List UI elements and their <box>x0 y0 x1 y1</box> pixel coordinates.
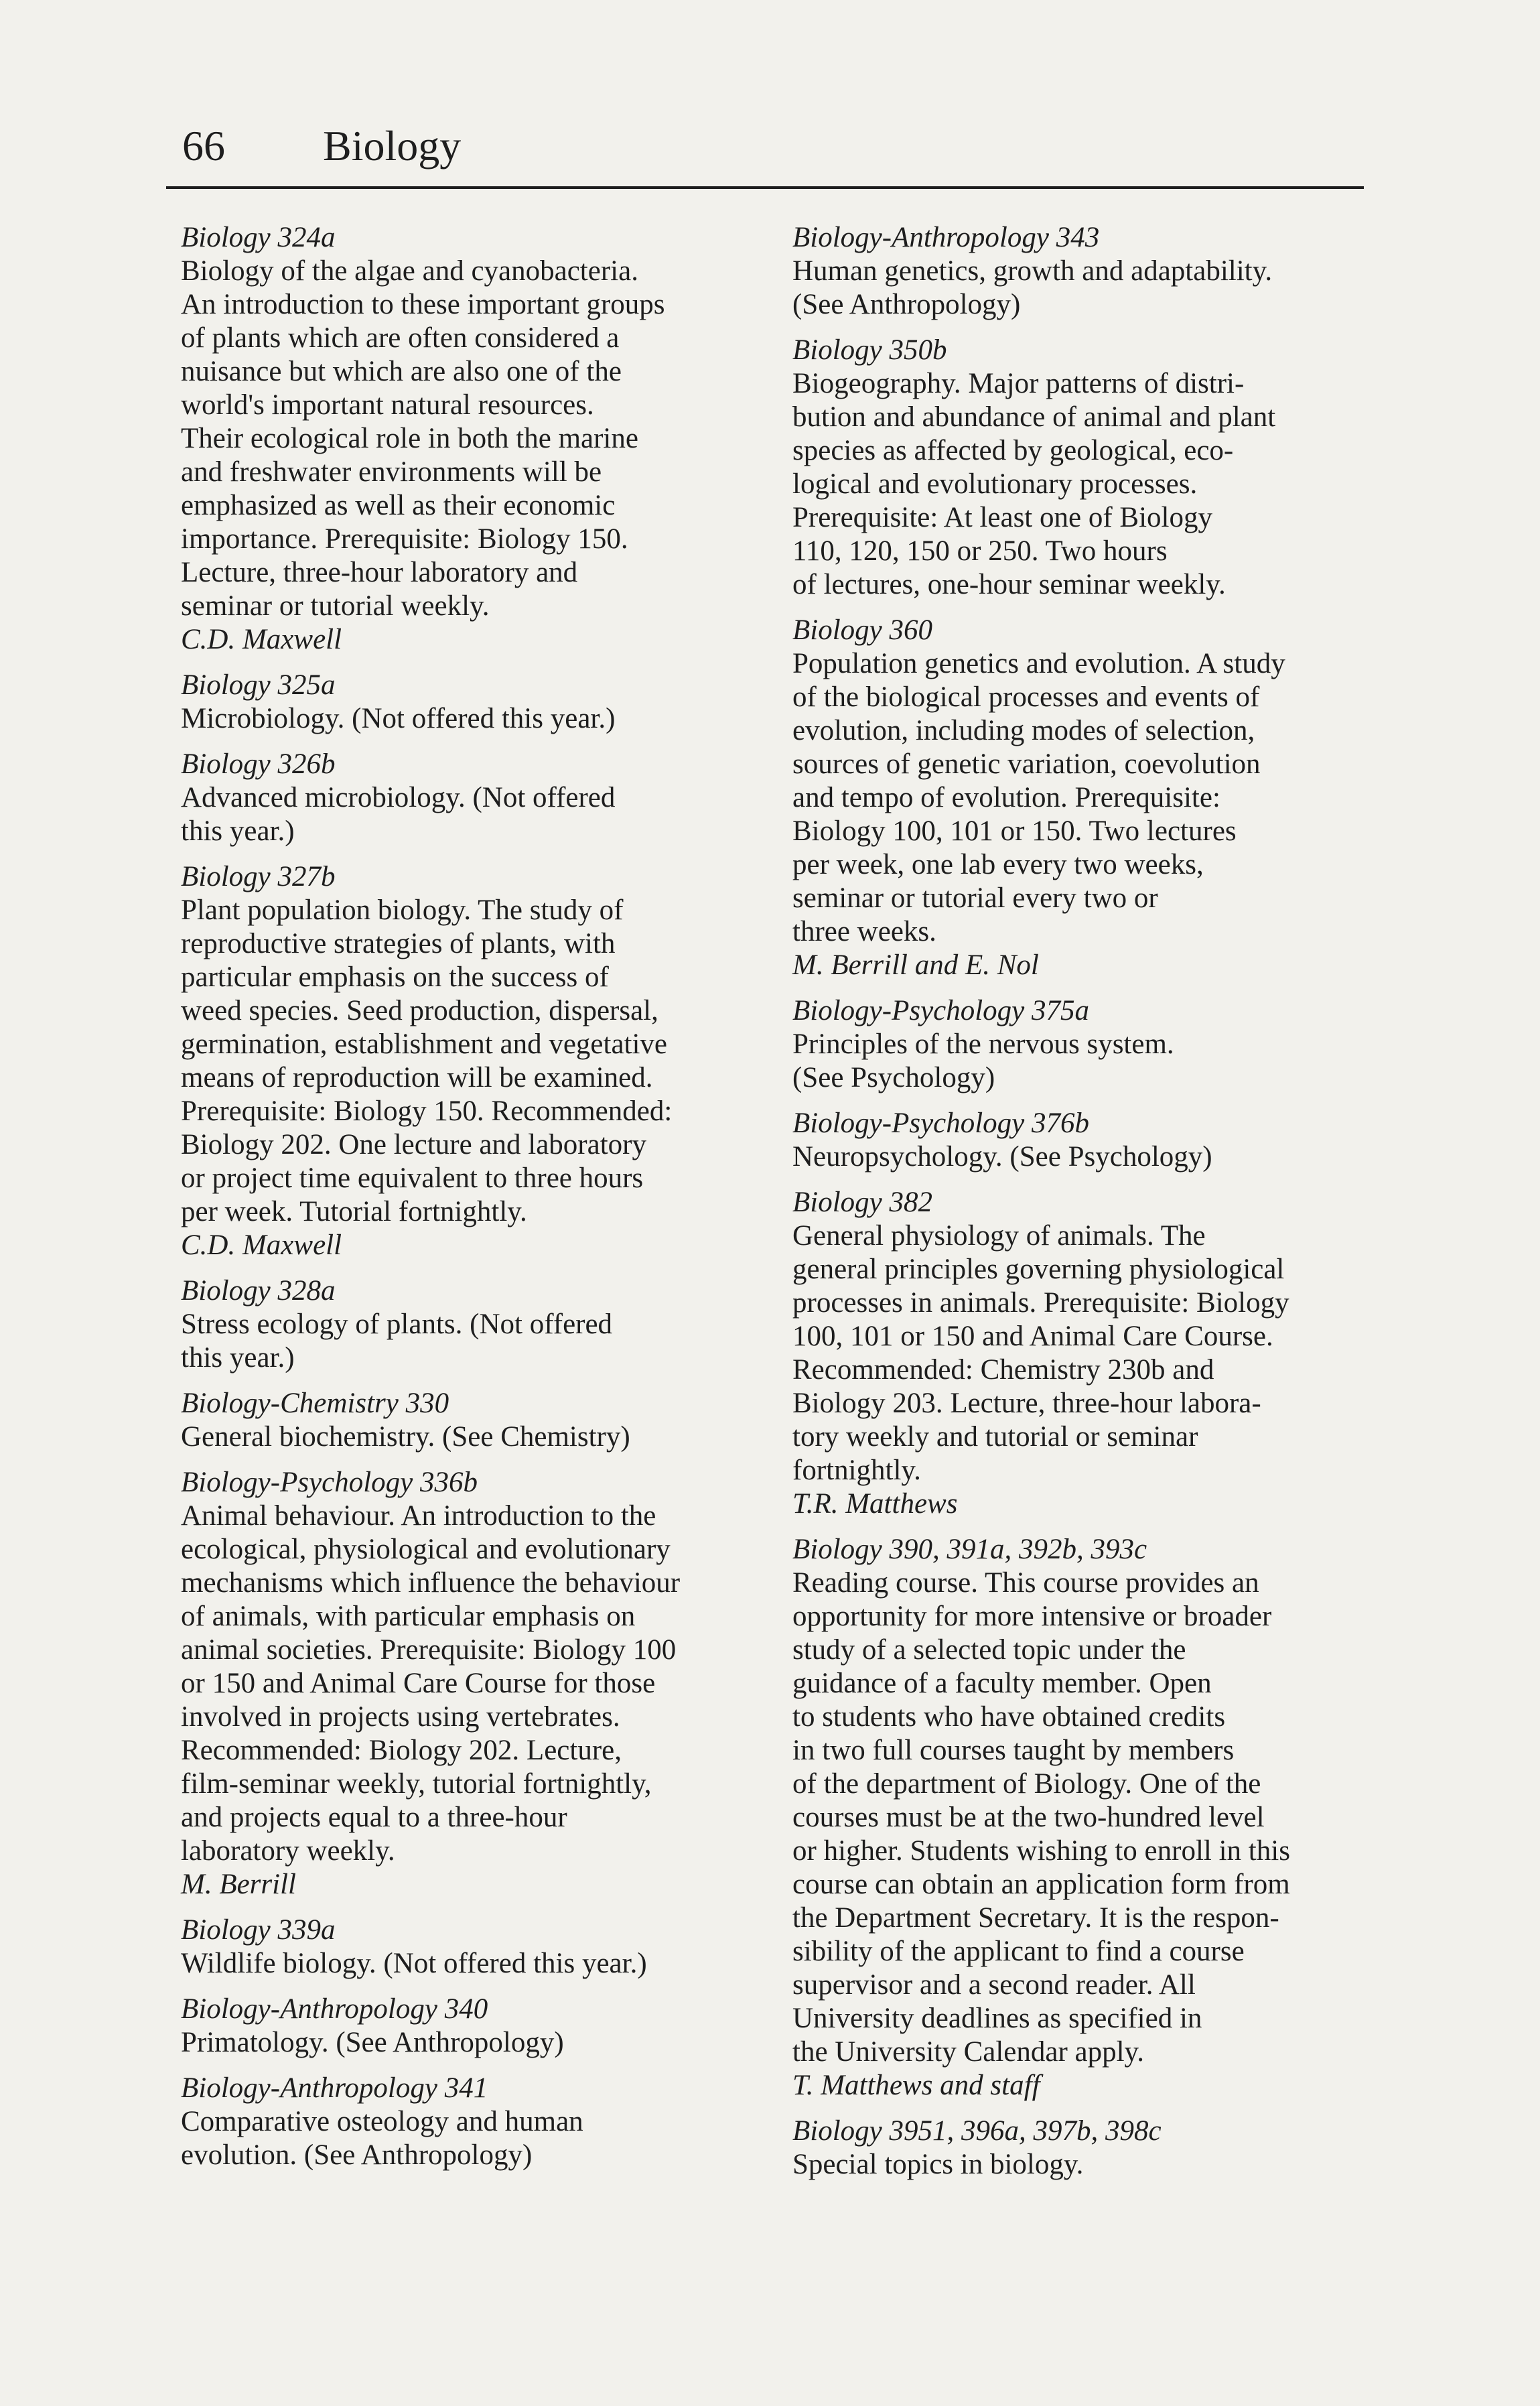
description-line: Stress ecology of plants. (Not offered <box>181 1309 613 1340</box>
course-entry <box>792 221 1382 322</box>
course-entry <box>181 221 770 657</box>
description-line: of the department of Biology. One of the <box>792 1768 1261 1800</box>
description-line: 110, 120, 150 or 250. Two hours <box>792 535 1168 567</box>
course-instructor: T.R. Matthews <box>792 1488 958 1520</box>
description-line: general principles governing physiological <box>792 1254 1285 1285</box>
description-line: of plants which are often considered a <box>181 322 620 354</box>
description-line: and projects equal to a three-hour <box>181 1802 567 1833</box>
description-line: Human genetics, growth and adaptability. <box>792 255 1273 287</box>
course-description <box>181 1947 770 1981</box>
course-title: Biology 328a <box>181 1275 336 1307</box>
description-line: of lectures, one-hour seminar weekly. <box>792 569 1226 600</box>
description-line: ecological, physiological and evolutionary <box>181 1534 671 1565</box>
description-line: film-seminar weekly, tutorial fortnightly, <box>181 1768 652 1800</box>
course-description <box>792 255 1382 322</box>
course-title: Biology-Chemistry 330 <box>181 1388 449 1419</box>
description-line: species as affected by geological, eco- <box>792 435 1234 466</box>
description-line: means of reproduction will be examined. <box>181 1062 653 1093</box>
description-line: bution and abundance of animal and plant <box>792 401 1276 433</box>
header-rule <box>166 186 1364 189</box>
description-line: Wildlife biology. (Not offered this year.) <box>181 1948 647 1979</box>
description-line: Plant population biology. The study of <box>181 894 624 926</box>
course-title: Biology 390, 391a, 392b, 393c <box>792 1534 1147 1565</box>
course-entry <box>181 669 770 736</box>
course-description <box>181 1499 770 1868</box>
description-line: mechanisms which influence the behaviour <box>181 1567 681 1599</box>
description-line: weed species. Seed production, dispersal, <box>181 995 658 1026</box>
right-column <box>792 221 1382 2194</box>
description-line: and freshwater environments will be <box>181 456 602 488</box>
course-title: Biology-Psychology 336b <box>181 1467 478 1498</box>
description-line: sibility of the applicant to find a course <box>792 1936 1245 1967</box>
description-line: Biology 202. One lecture and laboratory <box>181 1129 646 1160</box>
description-line: three weeks. <box>792 916 936 947</box>
course-title: Biology 339a <box>181 1914 336 1946</box>
description-line: sources of genetic variation, coevolution <box>792 748 1261 780</box>
description-line: Biogeography. Major patterns of distri- <box>792 368 1245 399</box>
course-title: Biology 360 <box>792 614 932 646</box>
description-line: Animal behaviour. An introduction to the <box>181 1500 656 1532</box>
description-line: study of a selected topic under the <box>792 1634 1186 1666</box>
description-line: particular emphasis on the success of <box>181 961 609 993</box>
description-line: Lecture, three-hour laboratory and <box>181 557 578 588</box>
course-description <box>181 1420 770 1454</box>
page-section-title: Biology <box>323 122 462 170</box>
description-line: per week. Tutorial fortnightly. <box>181 1196 527 1227</box>
description-line: course can obtain an application form from <box>792 1869 1290 1900</box>
description-line: the University Calendar apply. <box>792 2036 1145 2068</box>
description-line: (See Anthropology) <box>792 289 1021 320</box>
course-instructor: C.D. Maxwell <box>181 624 342 655</box>
course-title: Biology 3951, 396a, 397b, 398c <box>792 2115 1162 2147</box>
description-line: Primatology. (See Anthropology) <box>181 2027 564 2058</box>
course-description <box>181 2026 770 2060</box>
description-line: germination, establishment and vegetative <box>181 1028 668 1060</box>
description-line: An introduction to these important groups <box>181 289 665 320</box>
course-title: Biology-Anthropology 340 <box>181 1993 488 2025</box>
course-description <box>181 781 770 848</box>
course-description <box>181 255 770 623</box>
description-line: the Department Secretary. It is the respon- <box>792 1902 1279 1934</box>
description-line: processes in animals. Prerequisite: Biology <box>792 1287 1289 1319</box>
course-instructor: M. Berrill and E. Nol <box>792 949 1039 981</box>
description-line: emphasized as well as their economic <box>181 490 616 521</box>
description-line: Biology of the algae and cyanobacteria. <box>181 255 638 287</box>
description-line: General physiology of animals. The <box>792 1220 1206 1252</box>
description-line: involved in projects using vertebrates. <box>181 1701 620 1733</box>
description-line: in two full courses taught by members <box>792 1735 1235 1766</box>
description-line: Neuropsychology. (See Psychology) <box>792 1141 1212 1173</box>
description-line: seminar or tutorial weekly. <box>181 590 490 622</box>
description-line: Comparative osteology and human <box>181 2106 583 2137</box>
course-entry <box>181 1387 770 1454</box>
description-line: Recommended: Biology 202. Lecture, <box>181 1735 622 1766</box>
description-line: Special topics in biology. <box>792 2149 1084 2180</box>
course-entry <box>792 2115 1382 2182</box>
description-line: world's important natural resources. <box>181 389 594 421</box>
course-entry <box>792 994 1382 1095</box>
description-line: Prerequisite: At least one of Biology <box>792 502 1212 533</box>
description-line: evolution, including modes of selection, <box>792 715 1255 746</box>
page-header <box>182 113 1361 190</box>
course-title: Biology-Anthropology 341 <box>181 2072 488 2104</box>
description-line: or higher. Students wishing to enroll in this <box>792 1835 1290 1867</box>
course-description <box>181 894 770 1229</box>
course-entry <box>181 860 770 1262</box>
course-title: Biology 327b <box>181 861 336 892</box>
course-description <box>792 367 1382 602</box>
course-title: Biology-Psychology 376b <box>792 1108 1090 1139</box>
description-line: this year.) <box>181 1342 295 1374</box>
course-title: Biology 350b <box>792 334 947 366</box>
course-entry <box>181 1274 770 1375</box>
course-entry <box>792 1533 1382 2102</box>
description-line: logical and evolutionary processes. <box>792 468 1198 500</box>
course-entry <box>792 614 1382 982</box>
description-line: laboratory weekly. <box>181 1835 395 1867</box>
description-line: or 150 and Animal Care Course for those <box>181 1668 656 1699</box>
course-entry <box>181 1993 770 2060</box>
description-line: this year.) <box>181 815 295 847</box>
description-line: Microbiology. (Not offered this year.) <box>181 703 616 734</box>
course-description <box>181 1308 770 1375</box>
description-line: Biology 203. Lecture, three-hour labora- <box>792 1388 1261 1419</box>
description-line: seminar or tutorial every two or <box>792 882 1158 914</box>
course-entry <box>792 334 1382 602</box>
description-line: to students who have obtained credits <box>792 1701 1226 1733</box>
description-line: per week, one lab every two weeks, <box>792 849 1204 880</box>
page-number: 66 <box>182 122 225 170</box>
course-entry <box>792 1186 1382 1521</box>
description-line: Biology 100, 101 or 150. Two lectures <box>792 815 1237 847</box>
course-entry <box>181 1914 770 1981</box>
course-description <box>181 702 770 736</box>
course-instructor: C.D. Maxwell <box>181 1229 342 1261</box>
description-line: animal societies. Prerequisite: Biology 100 <box>181 1634 677 1666</box>
description-line: 100, 101 or 150 and Animal Care Course. <box>792 1321 1273 1352</box>
course-title: Biology 326b <box>181 748 336 780</box>
course-title: Biology 325a <box>181 669 336 701</box>
course-entry <box>181 2072 770 2172</box>
description-line: tory weekly and tutorial or seminar <box>792 1421 1198 1453</box>
description-line: or project time equivalent to three hours <box>181 1162 644 1194</box>
course-description <box>792 2148 1382 2182</box>
description-line: Reading course. This course provides an <box>792 1567 1259 1599</box>
course-title: Biology-Anthropology 343 <box>792 222 1100 253</box>
description-line: reproductive strategies of plants, with <box>181 928 616 959</box>
description-line: Population genetics and evolution. A study <box>792 648 1285 679</box>
description-line: guidance of a faculty member. Open <box>792 1668 1212 1699</box>
description-line: University deadlines as specified in <box>792 2003 1202 2034</box>
description-line: courses must be at the two-hundred level <box>792 1802 1265 1833</box>
description-line: and tempo of evolution. Prerequisite: <box>792 782 1220 813</box>
course-instructor: M. Berrill <box>181 1869 296 1900</box>
course-title: Biology 324a <box>181 222 336 253</box>
description-line: supervisor and a second reader. All <box>792 1969 1196 2001</box>
course-entry <box>181 748 770 848</box>
course-entry <box>792 1107 1382 1174</box>
description-line: Principles of the nervous system. <box>792 1028 1174 1060</box>
description-line: General biochemistry. (See Chemistry) <box>181 1421 630 1453</box>
description-line: of animals, with particular emphasis on <box>181 1601 636 1632</box>
description-line: Recommended: Chemistry 230b and <box>792 1354 1214 1386</box>
description-line: (See Psychology) <box>792 1062 995 1093</box>
description-line: Advanced microbiology. (Not offered <box>181 782 616 813</box>
description-line: Their ecological role in both the marine <box>181 423 638 454</box>
description-line: Prerequisite: Biology 150. Recommended: <box>181 1095 673 1127</box>
left-column <box>181 221 770 2184</box>
description-line: of the biological processes and events of <box>792 681 1260 713</box>
course-description <box>792 1219 1382 1487</box>
description-line: nuisance but which are also one of the <box>181 356 622 387</box>
description-line: importance. Prerequisite: Biology 150. <box>181 523 628 555</box>
course-description <box>181 2105 770 2172</box>
course-title: Biology 382 <box>792 1187 932 1218</box>
course-instructor: T. Matthews and staff <box>792 2070 1040 2101</box>
course-description <box>792 1028 1382 1095</box>
course-description <box>792 1566 1382 2069</box>
course-title: Biology-Psychology 375a <box>792 995 1090 1026</box>
description-line: fortnightly. <box>792 1455 921 1486</box>
description-line: evolution. (See Anthropology) <box>181 2139 533 2171</box>
course-entry <box>181 1466 770 1901</box>
description-line: opportunity for more intensive or broader <box>792 1601 1272 1632</box>
course-description <box>792 1140 1382 1174</box>
course-description <box>792 647 1382 949</box>
